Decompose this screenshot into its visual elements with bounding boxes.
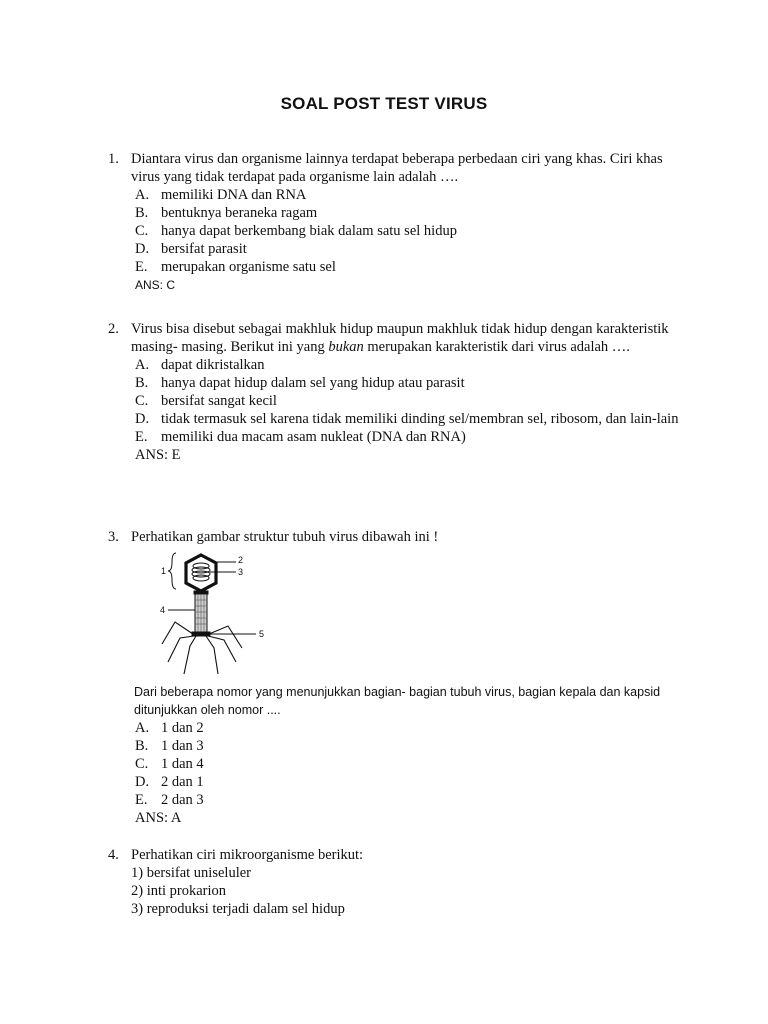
option-e <box>131 428 688 446</box>
option-text: 2 dan 1 <box>161 774 204 790</box>
question-2 <box>108 320 688 464</box>
stem-emphasis: bukan <box>328 339 364 355</box>
option-letter: B. <box>135 205 149 221</box>
option-text: hanya dapat hidup dalam sel yang hidup atau parasit <box>161 375 465 391</box>
option-d <box>131 240 688 258</box>
question-1 <box>108 150 688 294</box>
option-text: 1 dan 4 <box>161 756 204 772</box>
question-number: 4. <box>108 847 119 863</box>
question-stem: Diantara virus dan organisme lainnya terdapat beberapa perbedaan ciri yang khas. Ciri khas virus yang tidak terdapat pada organisme lain adalah …. <box>131 151 663 185</box>
question-number: 3. <box>108 529 119 545</box>
option-a <box>131 719 688 737</box>
option-e <box>131 258 688 276</box>
option-text: 1 dan 3 <box>161 738 204 754</box>
option-text: merupakan organisme satu sel <box>161 259 336 275</box>
option-text: bersifat parasit <box>161 241 247 257</box>
option-a <box>131 186 688 204</box>
option-text: hanya dapat berkembang biak dalam satu sel hidup <box>161 223 457 239</box>
option-text: tidak termasuk sel karena tidak memiliki dinding sel/membran sel, ribosom, dan lain-lain <box>161 411 679 427</box>
option-letter: E. <box>135 792 148 808</box>
list-item: 3) reproduksi terjadi dalam sel hidup <box>131 901 345 917</box>
bacteriophage-diagram <box>132 550 282 678</box>
figure-label-1: 1 <box>161 566 167 576</box>
option-letter: D. <box>135 241 150 257</box>
option-letter: D. <box>135 774 150 790</box>
option-letter: C. <box>135 223 149 239</box>
document-title: SOAL POST TEST VIRUS <box>280 94 488 113</box>
option-c <box>131 392 688 410</box>
option-b <box>131 204 688 222</box>
option-letter: B. <box>135 738 149 754</box>
option-text: 1 dan 2 <box>161 720 204 736</box>
option-text: dapat dikristalkan <box>161 357 265 373</box>
option-letter: C. <box>135 393 149 409</box>
option-letter: B. <box>135 375 149 391</box>
dna-coil <box>193 575 209 581</box>
option-letter: A. <box>135 720 150 736</box>
answer-key: ANS: E <box>135 447 181 463</box>
option-letter: A. <box>135 187 150 203</box>
base-plate <box>192 632 210 636</box>
question-stem: Perhatikan gambar struktur tubuh virus dibawah ini ! <box>131 529 439 545</box>
option-letter: A. <box>135 357 150 373</box>
option-b <box>131 737 688 755</box>
question-number: 1. <box>108 151 119 167</box>
option-text: bersifat sangat kecil <box>161 393 277 409</box>
question-sub-stem: Dari beberapa nomor yang menunjukkan bagian- bagian tubuh virus, bagian kepala dan kapsid ditunjukkan oleh nomor .... <box>134 685 661 717</box>
option-d <box>131 410 688 428</box>
question-number: 2. <box>108 321 119 337</box>
brace-label-1 <box>168 553 176 589</box>
stem-text: Virus bisa disebut sebagai makhluk hidup maupun makhluk tidak hidup dengan karakteristik masing- masing. Berikut ini yang <box>131 321 669 355</box>
option-d <box>131 773 688 791</box>
figure-label-5: 5 <box>259 629 265 639</box>
list-item: 2) inti prokarion <box>131 883 227 899</box>
option-text: memiliki DNA dan RNA <box>161 187 307 203</box>
figure-label-2: 2 <box>238 555 244 565</box>
option-text: 2 dan 3 <box>161 792 204 808</box>
stem-text: merupakan karakteristik dari virus adalah …. <box>363 339 630 355</box>
list-item: 1) bersifat uniseluler <box>131 865 251 881</box>
option-a <box>131 356 688 374</box>
question-stem: Perhatikan ciri mikroorganisme berikut: <box>131 847 364 863</box>
answer-key: ANS: C <box>135 278 176 292</box>
question-4 <box>108 846 688 918</box>
option-letter: E. <box>135 429 148 445</box>
option-c <box>131 755 688 773</box>
option-text: bentuknya beraneka ragam <box>161 205 318 221</box>
answer-key: ANS: A <box>135 810 182 826</box>
option-letter: E. <box>135 259 148 275</box>
option-letter: C. <box>135 756 149 772</box>
option-b <box>131 374 688 392</box>
option-letter: D. <box>135 411 150 427</box>
question-stem <box>131 320 688 356</box>
option-text: memiliki dua macam asam nukleat (DNA dan RNA) <box>161 429 466 445</box>
figure-label-3: 3 <box>238 567 244 577</box>
option-e <box>131 791 688 809</box>
figure-label-4: 4 <box>160 605 166 615</box>
question-3 <box>108 528 688 827</box>
option-c <box>131 222 688 240</box>
